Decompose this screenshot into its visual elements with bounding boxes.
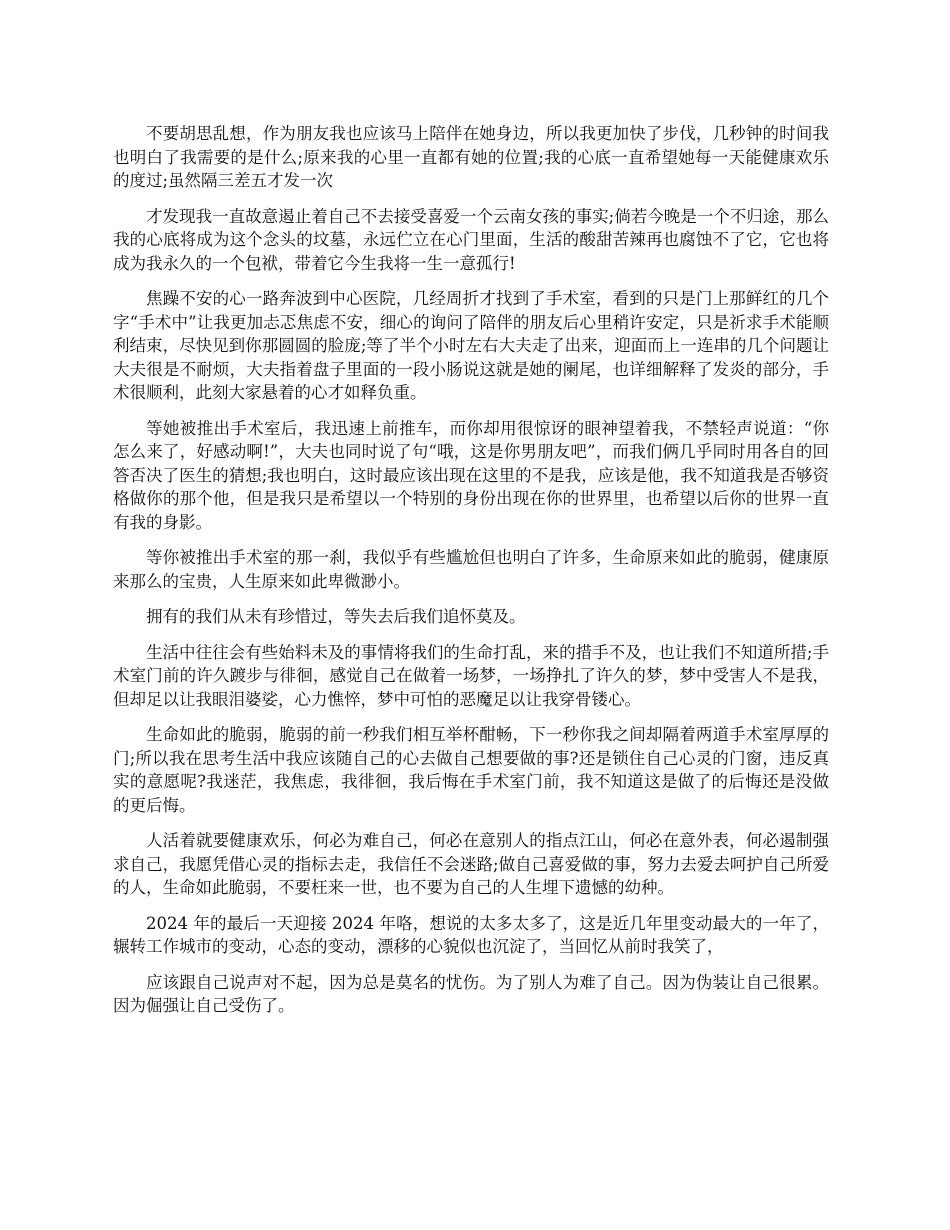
paragraph: 应该跟自己说声对不起，因为总是莫名的忧伤。为了别人为难了自己。因为伪装让自己很累。因为倔强让自己受伤了。 — [113, 972, 829, 1015]
paragraph: 等你被推出手术室的那一刹，我似乎有些尴尬但也明白了许多，生命原来如此的脆弱，健康原来那么的宝贵，人生原来如此卑微渺小。 — [113, 548, 829, 591]
paragraph: 等她被推出手术室后，我迅速上前推车，而你却用很惊讶的眼神望着我，不禁轻声说道：“你怎么来了，好感动啊!”，大夫也同时说了句“哦，这是你男朋友吧”，而我们俩几乎同时用各自的回答否决了医生的猜想;我也明白，这时最应该出现在这里的不是我，应该是他，我不知道我是否够资格做你的那个他，但是我只是希望以一个特别的身份出现在你的世界里，也希望以后你的世界一直有我的身影。 — [113, 418, 829, 532]
paragraph: 生活中往往会有些始料未及的事情将我们的生命打乱，来的措手不及，也让我们不知道所措;手术室门前的许久踱步与徘徊，感觉自己在做着一场梦，一场挣扎了许久的梦，梦中受害人不是我，但却足以让我眼泪婆娑，心力憔悴，梦中可怕的恶魔足以让我穿骨镂心。 — [113, 642, 829, 709]
document-body — [113, 122, 829, 1030]
paragraph: 2024 年的最后一天迎接 2024 年咯，想说的太多太多了，这是近几年里变动最大的一年了，辗转工作城市的变动，心态的变动，漂移的心貌似也沉淀了，当回忆从前时我笑了， — [113, 913, 829, 956]
paragraph: 不要胡思乱想，作为朋友我也应该马上陪伴在她身边，所以我更加快了步伐，几秒钟的时间我也明白了我需要的是什么;原来我的心里一直都有她的位置;我的心底一直希望她每一天能健康欢乐的度过;虽然隔三差五才发一次 — [113, 124, 829, 190]
paragraph: 拥有的我们从未有珍惜过，等失去后我们追怀莫及。 — [146, 607, 526, 626]
paragraph: 人活着就要健康欢乐，何必为难自己，何必在意别人的指点江山，何必在意外表，何必遏制强求自己，我愿凭借心灵的指标去走，我信任不会迷路;做自己喜爱做的事，努力去爱去呵护自己所爱的人，生命如此脆弱，不要枉来一世，也不要为自己的人生埋下遗憾的幼种。 — [113, 831, 829, 897]
paragraph: 生命如此的脆弱，脆弱的前一秒我们相互举杯酣畅，下一秒你我之间却隔着两道手术室厚厚的门;所以我在思考生活中我应该随自己的心去做自己想要做的事?还是锁住自己心灵的门窗，违反真实的意愿呢?我迷茫，我焦虑，我徘徊，我后悔在手术室门前，我不知道这是做了的后悔还是没做的更后悔。 — [113, 725, 829, 815]
paragraph: 焦躁不安的心一路奔波到中心医院，几经周折才找到了手术室，看到的只是门上那鲜红的几个字“手术中”让我更加忐忑焦虑不安，细心的询问了陪伴的朋友后心里稍许安定，只是祈求手术能顺利结束，尽快见到你那圆圆的脸庞;等了半个小时左右大夫走了出来，迎面而上一连串的几个问题让大夫很是不耐烦，大夫指着盘子里面的一段小肠说这就是她的阑尾，也详细解释了发炎的部分，手术很顺利，此刻大家悬着的心才如释负重。 — [113, 289, 829, 402]
paragraph: 才发现我一直故意遏止着自己不去接受喜爱一个云南女孩的事实;倘若今晚是一个不归途，那么我的心底将成为这个念头的坟墓，永远伫立在心门里面，生活的酸甜苦辣再也腐蚀不了它，它也将成为我永久的一个包袱，带着它今生我将一生一意孤行! — [113, 206, 829, 273]
